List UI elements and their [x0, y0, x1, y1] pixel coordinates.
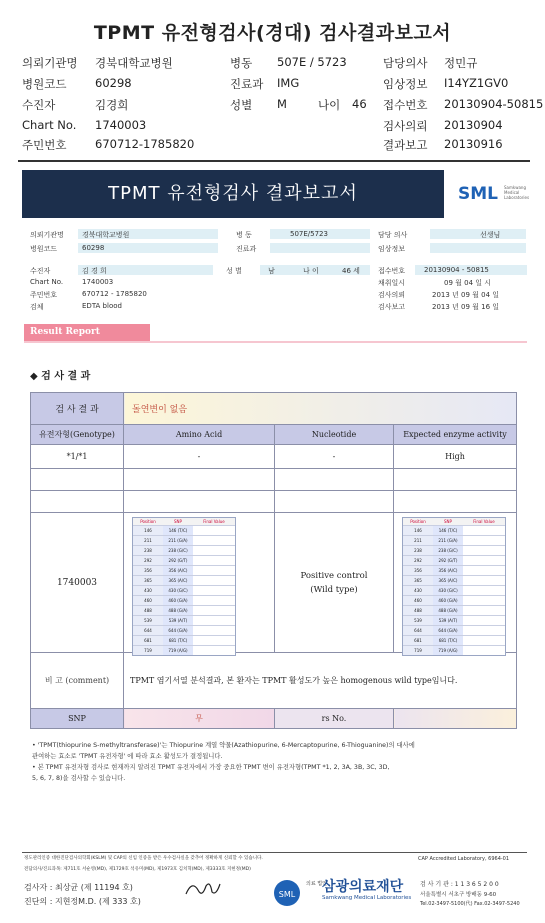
control-sequence-table	[394, 513, 517, 653]
sequence-row	[133, 625, 235, 635]
snp-cell: 539 (A/T)	[163, 616, 193, 625]
position-cell: 356	[133, 566, 163, 575]
sequence-row	[403, 555, 505, 565]
empty-cell	[31, 469, 124, 491]
nucleotide-value: -	[275, 445, 394, 469]
snp-cell: 681 (T/C)	[433, 636, 463, 645]
final-value-cell	[463, 566, 505, 575]
snp-cell: 146 (T/C)	[163, 526, 193, 535]
result-value: 돌연변이 없음	[124, 393, 517, 425]
info-value: 남	[268, 267, 275, 275]
info-label: 나 이	[303, 267, 319, 275]
sequence-header-cell: Position	[410, 519, 426, 524]
position-cell: 539	[403, 616, 433, 625]
header-label: 성별	[230, 98, 253, 112]
final-value-cell	[193, 566, 235, 575]
sequence-header-cell: Final Value	[203, 519, 225, 524]
snp-cell: 719 (A/G)	[433, 646, 463, 655]
header-value: 507E / 5723	[277, 55, 347, 69]
position-cell: 488	[133, 606, 163, 615]
final-value-cell	[463, 586, 505, 595]
position-cell: 211	[133, 536, 163, 545]
info-label: 수진자	[30, 267, 51, 275]
snp-cell: 488 (G/A)	[433, 606, 463, 615]
footer-doctors: 전담의사/진료과목: 제711호 서순영(MD), 제1729호 석유미(MD), 제1973호 김치혁(MD), 제3333호 지현정(MD)	[24, 867, 251, 872]
info-label: 의뢰기관명	[30, 231, 64, 239]
sequence-header-cell: SNP	[174, 519, 182, 524]
snp-cell: 644 (G/A)	[433, 626, 463, 635]
sequence-row	[403, 565, 505, 575]
sample-sequence-table	[124, 513, 275, 653]
note-line: • 본 TPMT 유전자형 검사로 현재까지 알려진 TPMT 유전자에서 가장 중요한 TPMT 변이 유전자형(TPMT *1, 2, 3A, 3B, 3C, 3D,	[32, 764, 390, 771]
header-label: 주민번호	[22, 138, 67, 152]
final-value-cell	[193, 616, 235, 625]
header-label: 담당의사	[383, 56, 428, 70]
genotype-value: *1/*1	[31, 445, 124, 469]
info-label: Chart No.	[30, 278, 64, 286]
org-tag: 의료 법인	[306, 881, 327, 887]
final-value-cell	[463, 526, 505, 535]
position-cell: 211	[403, 536, 433, 545]
info-value: 60298	[82, 244, 105, 252]
snp-cell: 211 (G/A)	[433, 536, 463, 545]
info-label: 임상정보	[378, 245, 406, 253]
enzyme-value: High	[394, 445, 517, 469]
header-value: 20130904-50815	[444, 97, 544, 111]
info-label: 채취일시	[378, 279, 406, 287]
sequence-row	[133, 575, 235, 585]
sequence-row	[133, 525, 235, 535]
final-value-cell	[193, 636, 235, 645]
info-label: 검체	[30, 303, 44, 311]
header-label: 병원코드	[22, 77, 67, 91]
final-value-cell	[463, 546, 505, 555]
header-value: 정민규	[444, 56, 478, 70]
sequence-row	[133, 635, 235, 645]
header-value: M	[277, 97, 287, 111]
empty-cell	[124, 469, 275, 491]
final-value-cell	[193, 626, 235, 635]
info-value: 1740003	[82, 278, 114, 286]
result-label: 검 사 결 과	[31, 393, 124, 425]
signer-tester: 검사자 : 최상균 (제 11194 호)	[24, 883, 133, 892]
lab-phone: Tel.02-3497-5100(代) Fax.02-3497-5240	[420, 901, 520, 907]
empty-cell	[275, 469, 394, 491]
result-report-label: Result Report	[30, 327, 100, 337]
snp-cell: 356 (A/C)	[433, 566, 463, 575]
header-value: 경북대학교병원	[95, 56, 173, 70]
snp-cell: 539 (A/T)	[433, 616, 463, 625]
snp-cell: 365 (A/C)	[163, 576, 193, 585]
sml-logo: SML	[458, 184, 498, 204]
signer-doctor: 진단의 : 지현정M.D. (제 333 호)	[24, 897, 141, 906]
page-title: TPMT 유전형검사(경대) 검사결과보고서	[93, 22, 452, 44]
position-cell: 719	[403, 646, 433, 655]
final-value-cell	[193, 606, 235, 615]
sequence-row	[403, 525, 505, 535]
sequence-row	[403, 645, 505, 655]
position-cell: 539	[133, 616, 163, 625]
info-bar	[270, 243, 370, 253]
sequence-row	[403, 545, 505, 555]
sequence-row	[403, 575, 505, 585]
info-label: 병 동	[236, 231, 252, 239]
logo-subtitle: Samkwang Medical Laboratories	[504, 185, 530, 200]
sequence-row	[133, 615, 235, 625]
header-value: 김경희	[95, 98, 129, 112]
position-cell: 488	[403, 606, 433, 615]
control-label: Positive control (Wild type)	[275, 513, 394, 653]
sequence-header	[403, 518, 505, 525]
info-label: 검사보고	[378, 303, 406, 311]
info-label: 검사의뢰	[378, 291, 406, 299]
sequence-header	[133, 518, 235, 525]
position-cell: 681	[133, 636, 163, 645]
col-nucleotide: Nucleotide	[275, 425, 394, 445]
result-table	[30, 392, 517, 729]
divider	[18, 160, 530, 162]
sequence-header-cell: Position	[140, 519, 156, 524]
position-cell: 719	[133, 646, 163, 655]
sequence-row	[403, 585, 505, 595]
rs-value	[394, 709, 517, 729]
comment-text: TPMT 염기서열 분석결과, 본 환자는 TPMT 활성도가 높은 homogenous wild type임니다.	[124, 653, 517, 709]
sequence-header-cell: SNP	[444, 519, 452, 524]
position-cell: 644	[403, 626, 433, 635]
snp-cell: 644 (G/A)	[163, 626, 193, 635]
sequence-row	[133, 645, 235, 655]
sequence-row	[133, 595, 235, 605]
sequence-row	[403, 535, 505, 545]
snp-cell: 211 (G/A)	[163, 536, 193, 545]
info-value: 김 경 희	[82, 267, 107, 275]
info-label: 성 별	[226, 267, 242, 275]
snp-cell: 356 (A/C)	[163, 566, 193, 575]
header-value: 20130916	[444, 137, 503, 151]
snp-cell: 292 (G/T)	[433, 556, 463, 565]
final-value-cell	[463, 626, 505, 635]
sequence-table	[132, 517, 236, 656]
position-cell: 146	[133, 526, 163, 535]
position-cell: 292	[133, 556, 163, 565]
final-value-cell	[193, 646, 235, 655]
sequence-table	[402, 517, 506, 656]
snp-cell: 681 (T/C)	[163, 636, 193, 645]
position-cell: 430	[403, 586, 433, 595]
final-value-cell	[193, 526, 235, 535]
info-label: 주민번호	[30, 291, 58, 299]
col-amino-acid: Amino Acid	[124, 425, 275, 445]
info-value: 2013 년 09 월 16 일	[432, 303, 500, 311]
note-line: • 'TPMT(thiopurine S-methyltransferase)'는 Thiopurine 계열 약물(Azathiopurine, 6-Mercaptopurine, 6-Thioguanine)의 대사에	[32, 742, 415, 749]
snp-cell: 146 (T/C)	[433, 526, 463, 535]
position-cell: 238	[403, 546, 433, 555]
position-cell: 644	[133, 626, 163, 635]
info-value: 경북대학교병원	[82, 231, 130, 239]
header-value: 60298	[95, 76, 132, 90]
position-cell: 292	[403, 556, 433, 565]
sequence-row	[133, 565, 235, 575]
signature	[182, 876, 222, 902]
empty-cell	[275, 491, 394, 513]
position-cell: 681	[403, 636, 433, 645]
position-cell: 146	[403, 526, 433, 535]
sequence-row	[403, 595, 505, 605]
header-value: 20130904	[444, 118, 503, 132]
divider	[22, 852, 527, 853]
org-english-name: Samkwang Medical Laboratories	[322, 895, 412, 901]
final-value-cell	[193, 546, 235, 555]
final-value-cell	[463, 606, 505, 615]
snp-cell: 238 (G/C)	[163, 546, 193, 555]
final-value-cell	[463, 636, 505, 645]
info-label: 담당 의사	[378, 231, 408, 239]
position-cell: 430	[133, 586, 163, 595]
header-label: 수진자	[22, 98, 56, 112]
final-value-cell	[193, 536, 235, 545]
snp-label: SNP	[31, 709, 124, 729]
info-bar	[430, 243, 526, 253]
org-name: 삼광의료재단	[322, 879, 404, 895]
sample-id: 1740003	[31, 513, 124, 653]
sequence-row	[403, 605, 505, 615]
foundation-logo-icon	[272, 878, 302, 908]
info-value: 2013 년 09 월 04 일	[432, 291, 500, 299]
header-label: 병동	[230, 56, 253, 70]
header-label: 결과보고	[383, 138, 428, 152]
header-value: 1740003	[95, 118, 147, 132]
empty-cell	[394, 491, 517, 513]
report-title: TPMT 유전형검사 결과보고서	[108, 183, 358, 204]
empty-cell	[394, 469, 517, 491]
header-label: 접수번호	[383, 98, 428, 112]
final-value-cell	[463, 616, 505, 625]
header-label: 진료과	[230, 77, 264, 91]
header-label: 검사의뢰	[383, 119, 428, 133]
info-label: 접수번호	[378, 267, 406, 275]
note-line: 5, 6, 7, 8)을 검사할 수 있습니다.	[32, 775, 126, 782]
snp-value: 무	[124, 709, 275, 729]
position-cell: 238	[133, 546, 163, 555]
header-label: Chart No.	[22, 118, 77, 132]
final-value-cell	[193, 596, 235, 605]
info-value: 46 세	[342, 267, 360, 275]
section-title: ◆ 검 사 결 과	[30, 371, 91, 382]
empty-cell	[31, 491, 124, 513]
sequence-row	[133, 535, 235, 545]
note-line: 관여하는 효소로 'TPMT 유전자형' 에 따라 효소 활성도가 결정됩니다.	[32, 753, 223, 760]
divider	[24, 341, 527, 343]
snp-cell: 460 (G/A)	[163, 596, 193, 605]
snp-cell: 430 (G/C)	[433, 586, 463, 595]
info-value: EDTA blood	[82, 302, 122, 310]
final-value-cell	[463, 646, 505, 655]
footer-cap: CAP Accredited Laboratory, 6964-01	[418, 856, 510, 862]
notes	[32, 740, 522, 784]
rs-label: rs No.	[275, 709, 394, 729]
position-cell: 365	[133, 576, 163, 585]
sequence-row	[403, 635, 505, 645]
col-genotype: 유전자형(Genotype)	[31, 425, 124, 445]
position-cell: 460	[133, 596, 163, 605]
info-value: 507E/5723	[290, 230, 328, 238]
sequence-header-cell: Final Value	[473, 519, 495, 524]
sequence-row	[133, 555, 235, 565]
footer-cert: 정도관리인증 대한진단검사의학회(KSLM) 및 CAP의 신임 인증을 받은 우수검사실을 갖추어 정확하게 신뢰할 수 있습니다.	[24, 856, 263, 861]
final-value-cell	[193, 556, 235, 565]
info-value: 09 월 04 일 시	[444, 279, 492, 287]
snp-cell: 238 (G/C)	[433, 546, 463, 555]
amino-acid-value: -	[124, 445, 275, 469]
final-value-cell	[463, 596, 505, 605]
header-value: 46	[352, 97, 367, 111]
position-cell: 460	[403, 596, 433, 605]
header-value: I14YZ1GV0	[444, 76, 509, 90]
header-label: 임상정보	[383, 77, 428, 91]
final-value-cell	[463, 576, 505, 585]
final-value-cell	[193, 576, 235, 585]
snp-cell: 430 (G/C)	[163, 586, 193, 595]
col-enzyme: Expected enzyme activity	[394, 425, 517, 445]
snp-cell: 292 (G/T)	[163, 556, 193, 565]
comment-label: 비 고 (comment)	[31, 653, 124, 709]
position-cell: 356	[403, 566, 433, 575]
header-label: 의뢰기관명	[22, 56, 78, 70]
sequence-row	[133, 545, 235, 555]
snp-cell: 719 (A/G)	[163, 646, 193, 655]
position-cell: 365	[403, 576, 433, 585]
snp-cell: 488 (G/A)	[163, 606, 193, 615]
sequence-row	[403, 625, 505, 635]
final-value-cell	[463, 536, 505, 545]
snp-cell: 460 (G/A)	[433, 596, 463, 605]
empty-cell	[124, 491, 275, 513]
header-value: 670712-1785820	[95, 137, 195, 151]
snp-cell: 365 (A/C)	[433, 576, 463, 585]
header-value: IMG	[277, 76, 300, 90]
info-bar	[430, 229, 526, 239]
lab-registration: 검 사 기 관 : 1 1 3 6 5 2 0 0	[420, 881, 499, 888]
final-value-cell	[193, 586, 235, 595]
info-value: 선생님	[480, 231, 501, 239]
info-label: 병원코드	[30, 245, 58, 253]
header-label: 나이	[318, 98, 341, 112]
info-value: 670712 - 1785820	[82, 290, 147, 298]
info-label: 진료과	[236, 245, 257, 253]
sequence-row	[133, 605, 235, 615]
svg-text:SML: SML	[278, 890, 296, 899]
sequence-row	[403, 615, 505, 625]
final-value-cell	[463, 556, 505, 565]
info-value: 20130904 - 50815	[424, 266, 489, 274]
sequence-row	[133, 585, 235, 595]
lab-address: 서울특별시 서초구 방배동 9-60	[420, 892, 497, 898]
